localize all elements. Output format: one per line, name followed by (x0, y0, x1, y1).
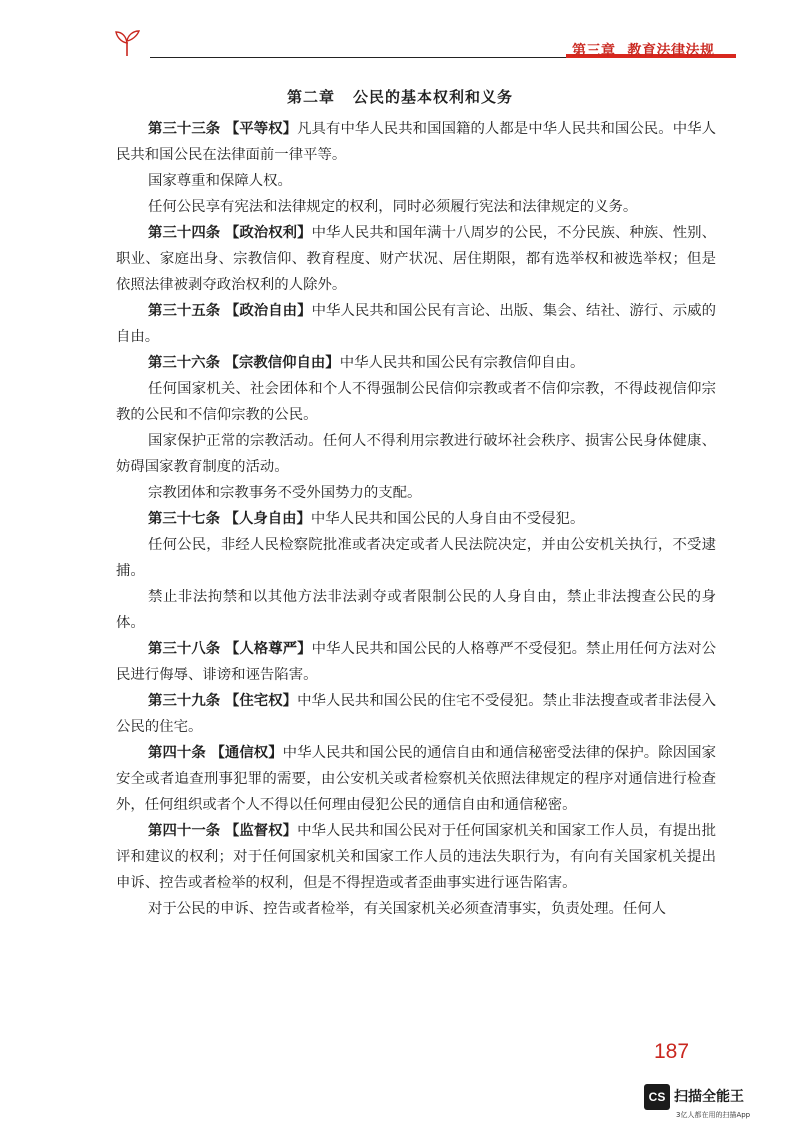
paragraph (116, 532, 716, 584)
article-number: 第四十一条 (148, 823, 221, 839)
paragraph-text: 任何国家机关、社会团体和个人不得强制公民信仰宗教或者不信仰宗教，不得歧视信仰宗教的公民和不信仰宗教的公民。 (116, 381, 716, 423)
article-tag: 【住宅权】 (224, 693, 298, 709)
page-header (0, 0, 800, 80)
article-tag: 【人身自由】 (224, 511, 311, 527)
paragraph-text: 任何公民，非经人民检察院批准或者决定或者人民法院决定，并由公安机关执行，不受逮捕。 (116, 537, 716, 579)
page-number: 187 (654, 1040, 690, 1063)
watermark-app-name: 扫描全能王 (674, 1089, 744, 1105)
article-tag: 【政治权利】 (224, 225, 312, 241)
watermark-tagline: 3亿人都在用的扫描App (676, 1111, 751, 1119)
section-chapter: 第二章 (286, 88, 335, 106)
paragraph (116, 480, 716, 506)
paragraph-text: 任何公民享有宪法和法律规定的权利，同时必须履行宪法和法律规定的义务。 (148, 199, 638, 215)
paragraph-text: 中华人民共和国公民有言论、出版、集会、结社、游行、示威的自由。 (116, 303, 716, 345)
paragraph (116, 584, 716, 636)
paragraph-text: 中华人民共和国公民的住宅不受侵犯。禁止非法搜查或者非法侵入公民的住宅。 (116, 693, 716, 735)
paragraph-text: 中华人民共和国公民的通信自由和通信秘密受法律的保护。除因国家安全或者追查刑事犯罪的需要，由公安机关或者检察机关依照法律规定的程序对通信进行检查外，任何组织或者个人不得以任何理由侵犯公民的通信自由和通信秘密。 (116, 745, 716, 813)
paragraph-text: 中华人民共和国公民的人格尊严不受侵犯。禁止用任何方法对公民进行侮辱、诽谤和诬告陷害。 (116, 641, 716, 683)
paragraph (116, 376, 716, 428)
article-tag: 【宗教信仰自由】 (224, 355, 340, 371)
body-text (116, 116, 716, 922)
paragraph (116, 220, 716, 298)
header-rule (150, 57, 568, 58)
article-number: 第四十条 (148, 745, 206, 761)
paragraph (116, 116, 716, 168)
article-tag: 【人格尊严】 (224, 641, 312, 657)
paragraph (116, 298, 716, 350)
paragraph (116, 818, 716, 896)
article-number: 第三十七条 (148, 511, 220, 527)
paragraph (116, 428, 716, 480)
article-tag: 【通信权】 (210, 745, 283, 761)
running-head-title: 教育法律法规 (627, 43, 715, 59)
paragraph (116, 896, 716, 922)
article-number: 第三十五条 (148, 303, 221, 319)
article-number: 第三十九条 (148, 693, 221, 709)
paragraph (116, 194, 716, 220)
scanner-watermark (644, 1084, 794, 1124)
article-number: 第三十六条 (148, 355, 220, 371)
article-tag: 【政治自由】 (224, 303, 312, 319)
article-number: 第三十三条 (148, 121, 221, 137)
article-tag: 【监督权】 (224, 823, 298, 839)
article-number: 第三十八条 (148, 641, 221, 657)
paragraph-text: 中华人民共和国公民对于任何国家机关和国家工作人员，有提出批评和建议的权利；对于任何国家机关和国家工作人员的违法失职行为，有向有关国家机关提出申诉、控告或者检举的权利，但是不得捏造或者歪曲事实进行诬告陷害。 (116, 823, 716, 891)
section-title-text: 公民的基本权利和义务 (353, 88, 514, 106)
sprout-icon (112, 28, 142, 58)
paragraph (116, 740, 716, 818)
paragraph-text: 中华人民共和国年满十八周岁的公民，不分民族、种族、性别、职业、家庭出身、宗教信仰、教育程度、财产状况、居住期限，都有选举权和被选举权；但是依照法律被剥夺政治权利的人除外。 (116, 225, 716, 293)
running-head (572, 40, 715, 60)
running-head-chapter: 第三章 (572, 43, 616, 59)
paragraph (116, 688, 716, 740)
paragraph (116, 350, 716, 376)
paragraph-text: 宗教团体和宗教事务不受外国势力的支配。 (148, 485, 422, 501)
paragraph-text: 中华人民共和国公民有宗教信仰自由。 (339, 355, 585, 371)
paragraph (116, 168, 716, 194)
paragraph-text: 国家尊重和保障人权。 (148, 173, 292, 189)
section-title (0, 86, 800, 107)
article-number: 第三十四条 (148, 225, 221, 241)
paragraph-text: 对于公民的申诉、控告或者检举，有关国家机关必须查清事实，负责处理。任何人 (148, 901, 667, 917)
paragraph-text: 禁止非法拘禁和以其他方法非法剥夺或者限制公民的人身自由，禁止非法搜查公民的身体。 (116, 589, 716, 631)
paragraph (116, 636, 716, 688)
camscanner-logo: CS (644, 1084, 670, 1110)
paragraph-text: 中华人民共和国公民的人身自由不受侵犯。 (310, 511, 585, 527)
paragraph-text: 国家保护正常的宗教活动。任何人不得利用宗教进行破坏社会秩序、损害公民身体健康、妨碍国家教育制度的活动。 (116, 433, 716, 475)
paragraph (116, 506, 716, 532)
article-tag: 【平等权】 (224, 121, 298, 137)
paragraph-text: 凡具有中华人民共和国国籍的人都是中华人民共和国公民。中华人民共和国公民在法律面前一律平等。 (116, 121, 716, 163)
